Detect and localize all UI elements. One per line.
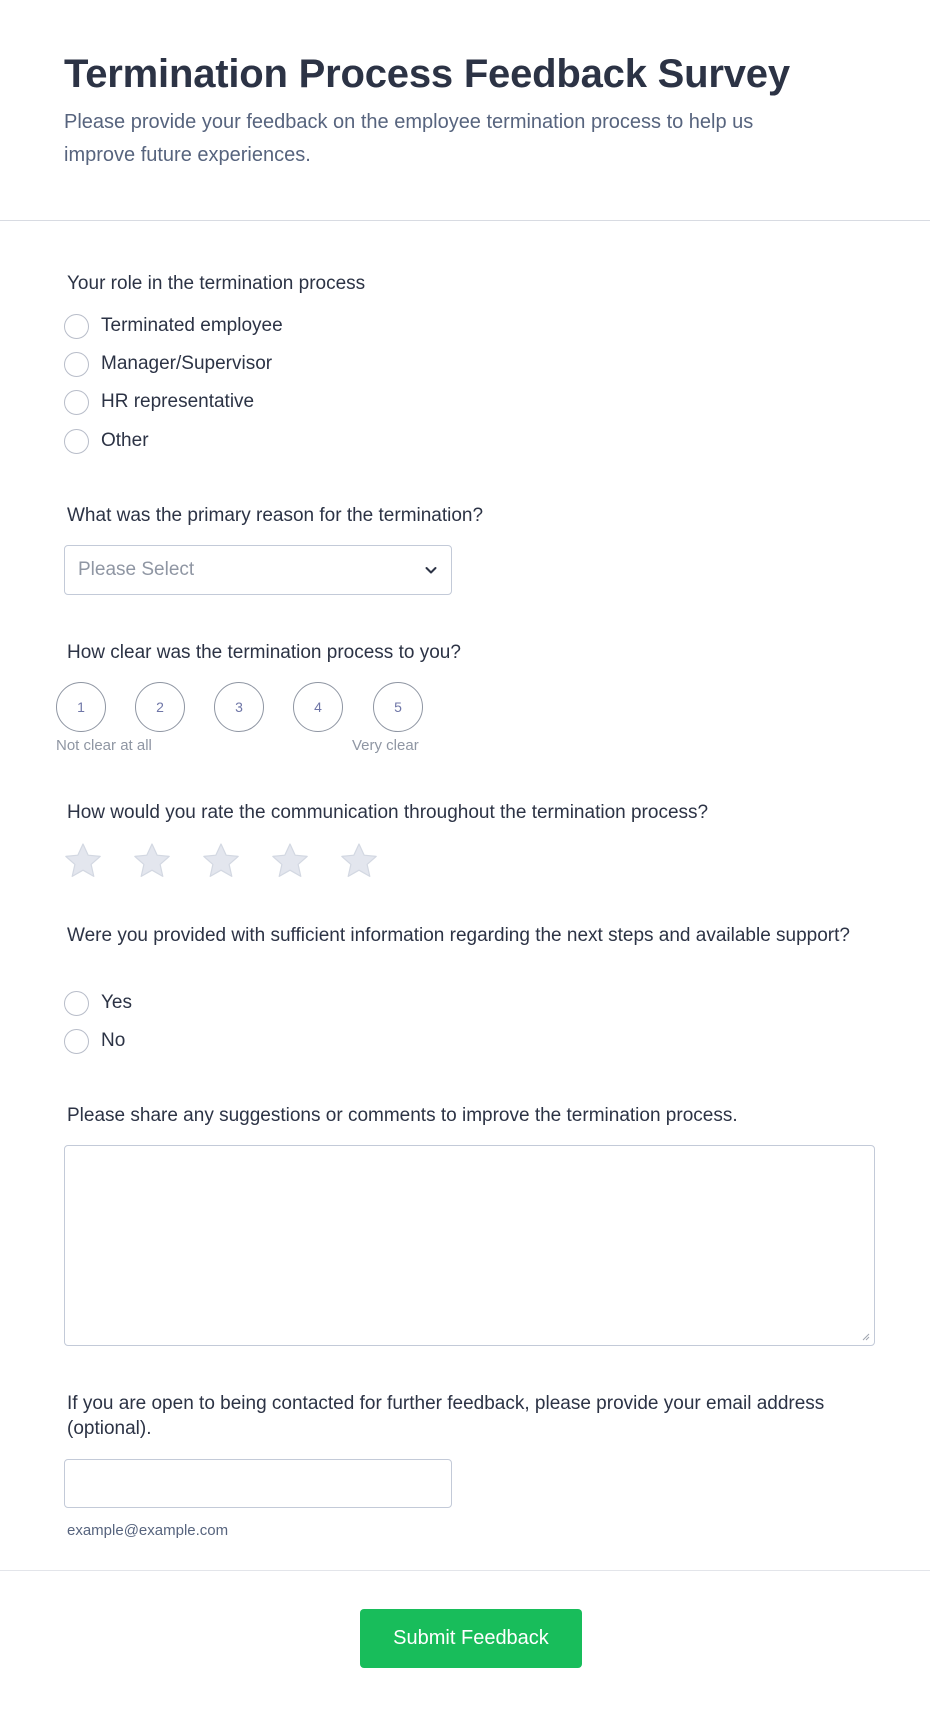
scale-option-1[interactable]: 1	[56, 682, 106, 732]
star-icon[interactable]	[63, 841, 103, 881]
page-title: Termination Process Feedback Survey	[64, 52, 790, 96]
scale-option-4[interactable]: 4	[293, 682, 343, 732]
question-info-label: Were you provided with sufficient information regarding the next steps and available support?	[67, 925, 850, 946]
radio-option-terminated-employee[interactable]	[64, 313, 283, 339]
radio-option-manager-supervisor[interactable]	[64, 351, 272, 377]
question-email-label: If you are open to being contacted for further feedback, please provide your email address (optional).	[67, 1393, 825, 1439]
radio-option-label: Other	[101, 430, 149, 451]
radio-option-no[interactable]	[64, 1028, 125, 1054]
radio-option-label: Yes	[101, 992, 132, 1013]
reason-dropdown[interactable]	[64, 545, 452, 595]
star-icon[interactable]	[201, 841, 241, 881]
radio-button[interactable]	[64, 390, 89, 415]
dropdown-selected-value: Please Select	[78, 559, 195, 580]
chevron-down-icon	[423, 562, 439, 578]
radio-option-label: No	[101, 1030, 126, 1051]
radio-button[interactable]	[64, 1029, 89, 1054]
submit-button[interactable]: Submit Feedback	[360, 1609, 582, 1668]
question-clarity-label: How clear was the termination process to you?	[67, 642, 461, 663]
scale-option-5[interactable]: 5	[373, 682, 423, 732]
radio-button[interactable]	[64, 352, 89, 377]
question-comments-label: Please share any suggestions or comments to improve the termination process.	[67, 1105, 738, 1126]
scale-low-label: Not clear at all	[56, 737, 152, 754]
radio-option-label: Terminated employee	[101, 315, 283, 336]
radio-option-other[interactable]	[64, 428, 149, 454]
email-hint: example@example.com	[67, 1522, 229, 1539]
footer-divider	[0, 1570, 930, 1571]
star-icon[interactable]	[132, 841, 172, 881]
question-reason-label: What was the primary reason for the termination?	[67, 505, 484, 526]
radio-option-label: Manager/Supervisor	[101, 353, 273, 374]
star-icon[interactable]	[270, 841, 310, 881]
page-subtitle: Please provide your feedback on the employee termination process to help us improve future experiences.	[64, 111, 754, 166]
scale-high-label: Very clear	[352, 737, 419, 754]
resize-handle-icon[interactable]	[860, 1331, 870, 1341]
scale-option-3[interactable]: 3	[214, 682, 264, 732]
radio-option-label: HR representative	[101, 391, 255, 412]
question-role-label: Your role in the termination process	[67, 273, 366, 294]
radio-button[interactable]	[64, 314, 89, 339]
star-icon[interactable]	[339, 841, 379, 881]
question-communication-label: How would you rate the communication throughout the termination process?	[67, 802, 709, 823]
form-header	[0, 0, 930, 221]
comments-textarea[interactable]	[64, 1145, 875, 1346]
scale-option-2[interactable]: 2	[135, 682, 185, 732]
radio-option-hr-representative[interactable]	[64, 389, 254, 415]
radio-button[interactable]	[64, 991, 89, 1016]
radio-option-yes[interactable]	[64, 990, 132, 1016]
radio-button[interactable]	[64, 429, 89, 454]
email-field[interactable]	[64, 1459, 452, 1508]
